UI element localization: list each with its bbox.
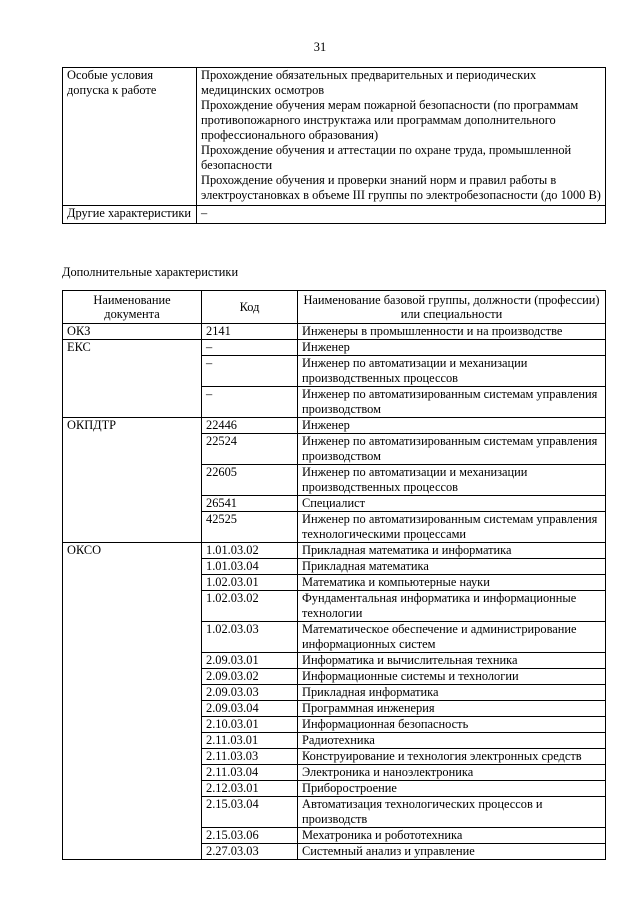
code-cell: 1.01.03.02 xyxy=(202,543,298,559)
doc-cell: ЕКС xyxy=(63,340,202,356)
name-cell: Автоматизация технологических процессов и производств xyxy=(298,797,606,828)
name-cell: Инженер по автоматизированным системам управления производством xyxy=(298,387,606,418)
name-cell: Математика и компьютерные науки xyxy=(298,575,606,591)
doc-cell xyxy=(63,685,202,701)
table-row xyxy=(63,340,606,356)
name-cell: Мехатроника и робототехника xyxy=(298,828,606,844)
condition-line: Прохождение обучения и аттестации по охране труда, промышленной безопасности xyxy=(201,143,572,172)
table-row xyxy=(63,749,606,765)
conditions-label: Особые условия допуска к работе xyxy=(63,68,197,206)
code-cell: 42525 xyxy=(202,512,298,543)
code-cell: 1.02.03.02 xyxy=(202,591,298,622)
condition-line: Прохождение обучения и проверки знаний норм и правил работы в электроустановках в объеме III группы по электробезопасности (до 1000 В) xyxy=(201,173,601,202)
code-cell: 1.01.03.04 xyxy=(202,559,298,575)
table-row xyxy=(63,701,606,717)
name-cell: Прикладная математика xyxy=(298,559,606,575)
table-row xyxy=(63,324,606,340)
conditions-label: Другие характеристики xyxy=(63,206,197,224)
table-row xyxy=(63,496,606,512)
table-row xyxy=(63,717,606,733)
doc-cell xyxy=(63,591,202,622)
page-number: 31 xyxy=(313,40,327,54)
column-header-name: Наименование базовой группы, должности (профессии) или специальности xyxy=(298,291,606,324)
doc-cell xyxy=(63,669,202,685)
name-cell: Инженер по автоматизированным системам управления технологическими процессами xyxy=(298,512,606,543)
table-row xyxy=(63,781,606,797)
code-cell: 22605 xyxy=(202,465,298,496)
code-cell: 2.11.03.01 xyxy=(202,733,298,749)
table-row xyxy=(63,591,606,622)
table-row xyxy=(63,844,606,860)
table-row xyxy=(63,418,606,434)
doc-cell xyxy=(63,622,202,653)
name-cell: Инженер по автоматизации и механизации производственных процессов xyxy=(298,465,606,496)
table-row xyxy=(63,387,606,418)
name-cell: Информационная безопасность xyxy=(298,717,606,733)
doc-cell xyxy=(63,512,202,543)
table-row xyxy=(63,559,606,575)
table-row xyxy=(63,797,606,828)
name-cell: Прикладная математика и информатика xyxy=(298,543,606,559)
code-cell: 22524 xyxy=(202,434,298,465)
doc-cell xyxy=(63,717,202,733)
doc-cell xyxy=(63,844,202,860)
table-row xyxy=(63,622,606,653)
code-cell: 22446 xyxy=(202,418,298,434)
name-cell: Инженеры в промышленности и на производстве xyxy=(298,324,606,340)
doc-cell xyxy=(63,749,202,765)
table-row xyxy=(63,206,606,224)
section-heading: Дополнительные характеристики xyxy=(62,265,239,279)
name-cell: Конструирование и технология электронных средств xyxy=(298,749,606,765)
table-row xyxy=(63,465,606,496)
condition-line: Прохождение обучения мерам пожарной безопасности (по программам противопожарного инструктажа или программам дополнительного профессионального образования) xyxy=(201,98,579,142)
doc-cell xyxy=(63,653,202,669)
conditions-value xyxy=(197,206,606,224)
conditions-table xyxy=(62,67,606,224)
name-cell: Инженер xyxy=(298,418,606,434)
name-cell: Прикладная информатика xyxy=(298,685,606,701)
code-cell: 2.09.03.02 xyxy=(202,669,298,685)
code-cell: 2.11.03.03 xyxy=(202,749,298,765)
code-cell: 2.09.03.01 xyxy=(202,653,298,669)
condition-line: Прохождение обязательных предварительных и периодических медицинских осмотров xyxy=(201,68,537,97)
code-cell: 1.02.03.01 xyxy=(202,575,298,591)
code-cell: 2.15.03.06 xyxy=(202,828,298,844)
code-cell: 2.12.03.01 xyxy=(202,781,298,797)
table-row xyxy=(63,669,606,685)
doc-cell: ОКПДТР xyxy=(63,418,202,434)
table-row xyxy=(63,356,606,387)
doc-cell xyxy=(63,387,202,418)
doc-cell xyxy=(63,496,202,512)
doc-cell xyxy=(63,733,202,749)
table-row xyxy=(63,543,606,559)
name-cell: Системный анализ и управление xyxy=(298,844,606,860)
doc-cell xyxy=(63,434,202,465)
name-cell: Информатика и вычислительная техника xyxy=(298,653,606,669)
code-cell: 1.02.03.03 xyxy=(202,622,298,653)
doc-cell: ОКСО xyxy=(63,543,202,559)
code-cell: 26541 xyxy=(202,496,298,512)
code-cell: – xyxy=(202,340,298,356)
name-cell: Математическое обеспечение и администрирование информационных систем xyxy=(298,622,606,653)
doc-cell xyxy=(63,828,202,844)
table-header-row xyxy=(63,291,606,324)
name-cell: Фундаментальная информатика и информационные технологии xyxy=(298,591,606,622)
code-cell: 2.09.03.03 xyxy=(202,685,298,701)
doc-cell xyxy=(63,797,202,828)
table-row xyxy=(63,685,606,701)
doc-cell xyxy=(63,575,202,591)
table-row xyxy=(63,512,606,543)
conditions-value xyxy=(197,68,606,206)
table-row xyxy=(63,765,606,781)
name-cell: Информационные системы и технологии xyxy=(298,669,606,685)
name-cell: Электроника и наноэлектроника xyxy=(298,765,606,781)
doc-cell xyxy=(63,356,202,387)
column-header-doc: Наименование документа xyxy=(63,291,202,324)
doc-cell: ОКЗ xyxy=(63,324,202,340)
table-row xyxy=(63,434,606,465)
doc-cell xyxy=(63,781,202,797)
code-cell: 2141 xyxy=(202,324,298,340)
additional-characteristics-table xyxy=(62,290,606,860)
condition-line: – xyxy=(201,206,208,220)
name-cell: Специалист xyxy=(298,496,606,512)
code-cell: 2.09.03.04 xyxy=(202,701,298,717)
table-row xyxy=(63,733,606,749)
table-row xyxy=(63,653,606,669)
name-cell: Инженер по автоматизированным системам управления производством xyxy=(298,434,606,465)
name-cell: Программная инженерия xyxy=(298,701,606,717)
name-cell: Инженер по автоматизации и механизации производственных процессов xyxy=(298,356,606,387)
code-cell: 2.15.03.04 xyxy=(202,797,298,828)
code-cell: – xyxy=(202,387,298,418)
code-cell: 2.11.03.04 xyxy=(202,765,298,781)
name-cell: Приборостроение xyxy=(298,781,606,797)
table-row xyxy=(63,575,606,591)
code-cell: 2.27.03.03 xyxy=(202,844,298,860)
doc-cell xyxy=(63,465,202,496)
doc-cell xyxy=(63,765,202,781)
name-cell: Инженер xyxy=(298,340,606,356)
code-cell: 2.10.03.01 xyxy=(202,717,298,733)
doc-cell xyxy=(63,701,202,717)
name-cell: Радиотехника xyxy=(298,733,606,749)
column-header-code: Код xyxy=(202,291,298,324)
doc-cell xyxy=(63,559,202,575)
table-row xyxy=(63,828,606,844)
code-cell: – xyxy=(202,356,298,387)
table-row xyxy=(63,68,606,206)
